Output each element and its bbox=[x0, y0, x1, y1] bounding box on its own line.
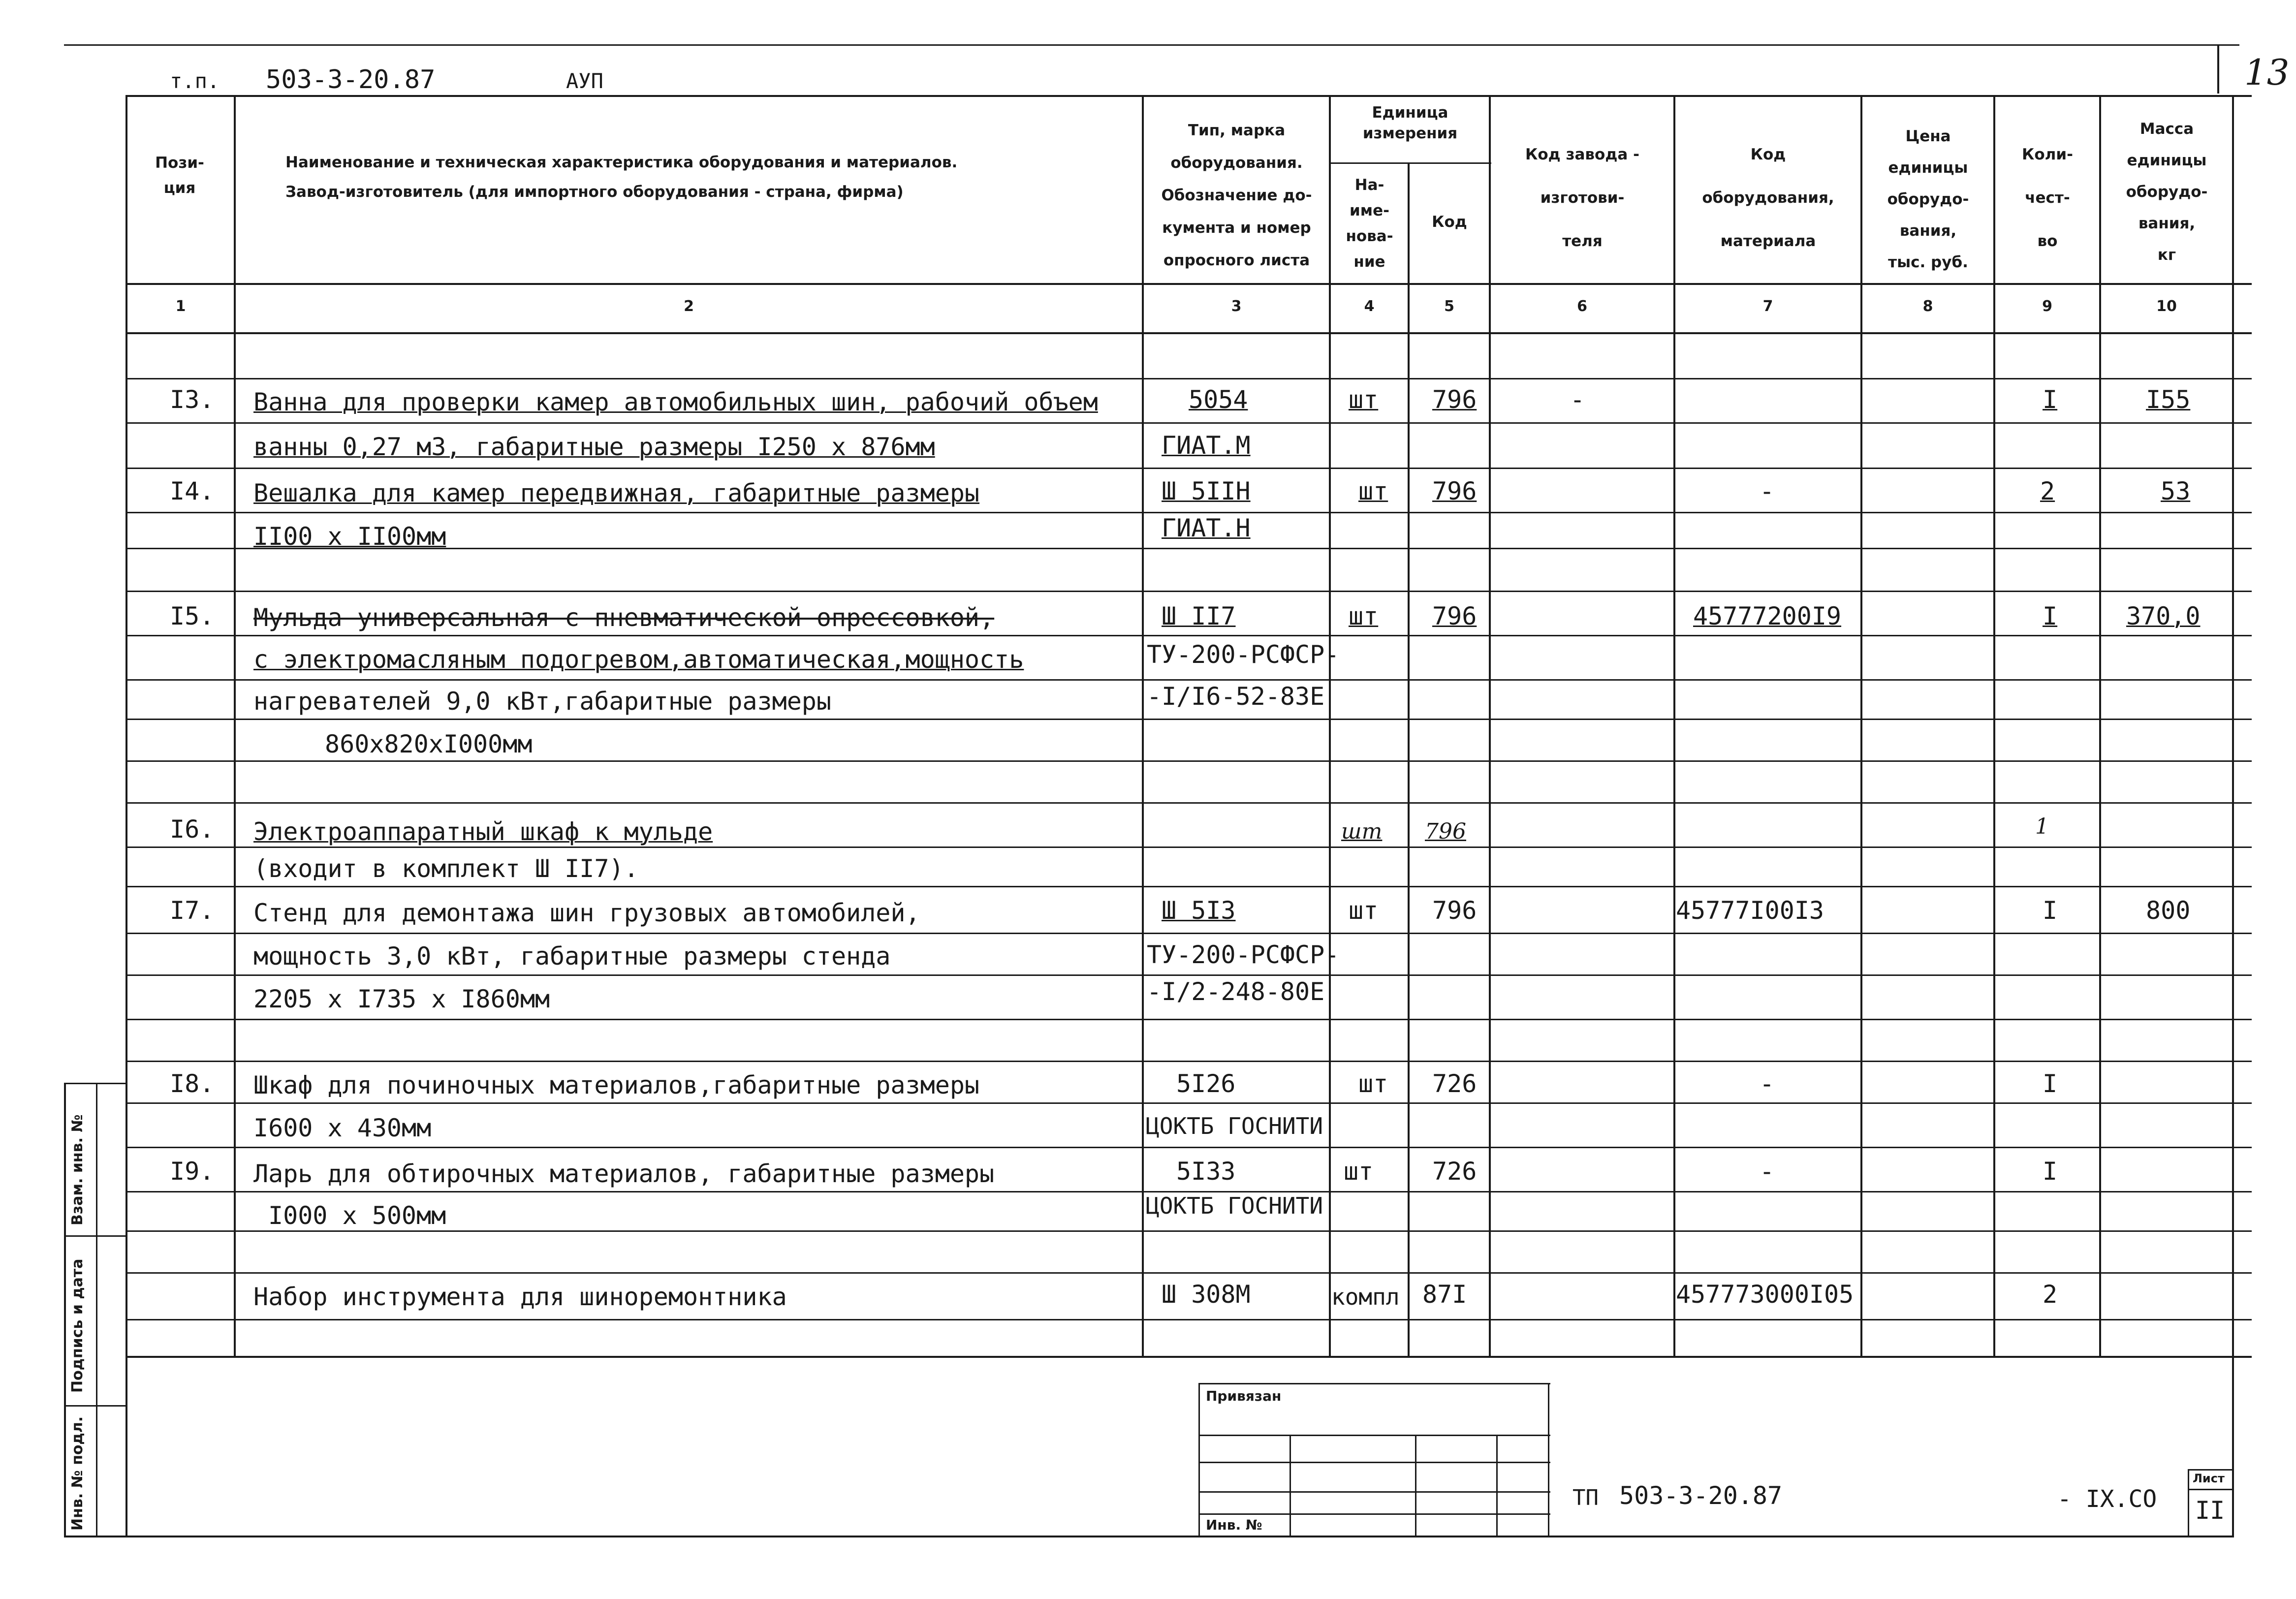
row-unit-code: 796 bbox=[1432, 385, 1477, 414]
header-qty-1: Коли- bbox=[2022, 146, 2073, 163]
row-name-line: II00 x II00мм bbox=[253, 522, 446, 551]
header-position-2: ция bbox=[163, 179, 196, 197]
row-unit: шт bbox=[1358, 1069, 1388, 1098]
header-unit-name-2: име- bbox=[1350, 202, 1389, 219]
col-number-2: 2 bbox=[684, 298, 694, 315]
row-position: I4. bbox=[170, 477, 215, 505]
header-factory-3: теля bbox=[1562, 232, 1603, 250]
tp-label: т.п. bbox=[170, 69, 220, 93]
row-unit-code: 87I bbox=[1422, 1280, 1467, 1309]
header-factory-1: Код завода - bbox=[1525, 146, 1639, 163]
stamp-doc-code: 503-3-20.87 bbox=[1619, 1481, 1783, 1510]
row-unit: шт bbox=[1349, 896, 1379, 925]
header-mass-2: единицы bbox=[2127, 152, 2207, 169]
row-mass: 800 bbox=[2146, 896, 2191, 925]
header-price-4: вания, bbox=[1899, 222, 1957, 240]
row-quantity: I bbox=[2043, 1069, 2058, 1098]
row-type: ЦОКТБ ГОСНИТИ bbox=[1146, 1192, 1323, 1219]
row-type: 5054 bbox=[1189, 385, 1248, 414]
row-quantity: I bbox=[2043, 1157, 2058, 1186]
header-equip-code-2: оборудования, bbox=[1702, 189, 1834, 207]
header-type-5: опросного листа bbox=[1163, 251, 1310, 269]
row-unit: шт bbox=[1358, 477, 1388, 505]
col-number-8: 8 bbox=[1922, 298, 1933, 315]
header-mass-4: вания, bbox=[2138, 215, 2196, 232]
row-position: I3. bbox=[170, 385, 215, 414]
col-number-6: 6 bbox=[1577, 298, 1587, 315]
table-top-line bbox=[126, 95, 2252, 97]
row-quantity: 2 bbox=[2040, 477, 2055, 505]
header-price-2: единицы bbox=[1888, 159, 1968, 177]
col-number-4: 4 bbox=[1364, 298, 1375, 315]
row-type: -I/2-248-80Е bbox=[1147, 977, 1325, 1006]
page-corner-line bbox=[2217, 44, 2219, 94]
header-unit-name-1: На- bbox=[1354, 176, 1384, 194]
row-equipment-code: 45777I00I3 bbox=[1676, 896, 1824, 925]
row-type: ГИАТ.Н bbox=[1162, 514, 1251, 542]
row-equipment-code: - bbox=[1760, 1157, 1775, 1186]
header-price-1: Цена bbox=[1905, 127, 1951, 145]
header-type-3: Обозначение до- bbox=[1161, 187, 1312, 204]
row-name-line: Стенд для демонтажа шин грузовых автомобилей, bbox=[253, 899, 920, 927]
side-label-replaced-inv: Взам. инв. № bbox=[69, 1114, 86, 1225]
header-name-2: Завод-изготовитель (для импортного оборудования - страна, фирма) bbox=[285, 183, 904, 201]
document-code: 503-3-20.87 bbox=[266, 65, 436, 94]
stamp-sheet-label: Лист bbox=[2193, 1472, 2225, 1485]
row-name-line: с электромасляным подогревом,автоматическая,мощность bbox=[253, 645, 1024, 674]
header-unit-name-3: нова- bbox=[1346, 227, 1393, 245]
row-name-line: (входит в комплект Ш II7). bbox=[253, 854, 639, 883]
col-number-5: 5 bbox=[1444, 298, 1454, 315]
row-position: I7. bbox=[170, 896, 215, 925]
row-position: I9. bbox=[170, 1157, 215, 1186]
row-equipment-code: - bbox=[1760, 1069, 1775, 1098]
header-qty-3: во bbox=[2037, 232, 2058, 250]
row-position: I6. bbox=[170, 815, 215, 844]
right-frame-line bbox=[2232, 95, 2234, 1537]
stamp-tied-label: Привязан bbox=[1206, 1388, 1282, 1404]
row-type: ТУ-200-РСФСР- bbox=[1147, 941, 1340, 969]
row-type: Ш 5IIН bbox=[1162, 477, 1251, 505]
row-unit-code: 796 bbox=[1432, 602, 1477, 630]
col-number-10: 10 bbox=[2156, 298, 2177, 315]
row-unit-code: 726 bbox=[1432, 1069, 1477, 1098]
row-name-line: нагревателей 9,0 кВт,габаритные размеры bbox=[253, 687, 831, 716]
row-unit: шт bbox=[1349, 602, 1379, 630]
header-type-4: кумента и номер bbox=[1162, 219, 1311, 237]
row-unit: компл bbox=[1331, 1284, 1400, 1310]
row-name-line: Шкаф для починочных материалов,габаритные размеры bbox=[253, 1071, 980, 1099]
row-name-line: Вешалка для камер передвижная, габаритные размеры bbox=[253, 479, 980, 507]
header-factory-2: изготови- bbox=[1540, 189, 1625, 207]
header-unit-2: измерения bbox=[1362, 125, 1458, 142]
header-equip-code-1: Код bbox=[1750, 146, 1786, 163]
row-quantity: I bbox=[2043, 385, 2058, 414]
row-name-line: Ванна для проверки камер автомобильных шин, рабочий объем bbox=[253, 388, 1098, 416]
row-name-line: ванны 0,27 м3, габаритные размеры I250 x 876мм bbox=[253, 433, 935, 461]
row-type: 5I26 bbox=[1176, 1069, 1236, 1098]
header-unit-1: Единица bbox=[1372, 104, 1448, 122]
number-row-bottom-line bbox=[126, 332, 2252, 334]
col-number-1: 1 bbox=[175, 298, 186, 315]
row-name-line: Ларь для обтирочных материалов, габаритные размеры bbox=[253, 1160, 995, 1188]
header-bottom-line bbox=[126, 283, 2252, 285]
row-position: I5. bbox=[170, 602, 215, 630]
row-name-line: I600 x 430мм bbox=[253, 1114, 432, 1142]
section-label: АУП bbox=[566, 69, 603, 93]
row-factory-code: - bbox=[1570, 385, 1585, 414]
table-bottom-line bbox=[126, 1356, 2252, 1358]
row-mass: 370,0 bbox=[2126, 602, 2201, 630]
row-equipment-code: 457773000I05 bbox=[1676, 1280, 1854, 1309]
frame-bottom-line bbox=[64, 1536, 2234, 1537]
col-number-3: 3 bbox=[1231, 298, 1242, 315]
header-mass-3: оборудо- bbox=[2126, 183, 2208, 201]
row-type: 5I33 bbox=[1176, 1157, 1236, 1186]
header-mass-1: Масса bbox=[2139, 120, 2194, 138]
stamp-doc-suffix: - IX.CO bbox=[2057, 1485, 2157, 1513]
row-name-line: Набор инструмента для шиноремонтника bbox=[253, 1283, 787, 1311]
stamp-inv-label: Инв. № bbox=[1206, 1517, 1262, 1533]
row-unit-code: 796 bbox=[1432, 477, 1477, 505]
row-type: Ш 308М bbox=[1162, 1280, 1251, 1309]
header-unit-code: Код bbox=[1432, 213, 1467, 231]
row-name-line: Мульда универсальная с пневматической опрессовкой, bbox=[253, 603, 995, 632]
row-name-line: Электроаппаратный шкаф к мульде bbox=[253, 817, 713, 846]
row-name-line: 860x820xI000мм bbox=[325, 730, 533, 758]
header-mass-5: кг bbox=[2157, 246, 2176, 264]
row-mass: 53 bbox=[2161, 477, 2191, 505]
header-equip-code-3: материала bbox=[1720, 232, 1816, 250]
header-qty-2: чест- bbox=[2025, 189, 2070, 207]
row-mass: I55 bbox=[2146, 385, 2191, 414]
side-label-inv-original: Инв. № подл. bbox=[69, 1416, 86, 1531]
row-quantity: 1 bbox=[2035, 814, 2049, 839]
row-name-line: I000 x 500мм bbox=[268, 1201, 446, 1230]
row-unit-code: 796 bbox=[1425, 819, 1466, 844]
row-quantity: I bbox=[2043, 602, 2058, 630]
unit-group-divider bbox=[1329, 162, 1491, 164]
side-label-signature-date: Подпись и дата bbox=[69, 1258, 86, 1393]
row-name-line: 2205 x I735 x I860мм bbox=[253, 985, 550, 1013]
row-type: ТУ-200-РСФСР- bbox=[1147, 640, 1340, 669]
row-type: ГИАТ.М bbox=[1162, 431, 1251, 460]
col-number-9: 9 bbox=[2042, 298, 2052, 315]
row-unit: шт bbox=[1341, 819, 1383, 844]
stamp-sheet-number: II bbox=[2195, 1496, 2225, 1525]
row-equipment-code: 45777200I9 bbox=[1693, 602, 1842, 630]
header-unit-name-4: ние bbox=[1353, 253, 1385, 271]
row-unit: шт bbox=[1344, 1157, 1374, 1186]
row-unit-code: 796 bbox=[1432, 896, 1477, 925]
row-name-line: мощность 3,0 кВт, габаритные размеры стенда bbox=[253, 942, 891, 971]
row-equipment-code: - bbox=[1760, 477, 1775, 505]
row-unit-code: 726 bbox=[1432, 1157, 1477, 1186]
row-position: I8. bbox=[170, 1069, 215, 1098]
row-type: Ш 5I3 bbox=[1162, 896, 1236, 925]
row-type: Ш II7 bbox=[1162, 602, 1236, 630]
page-number-handwritten: 13 bbox=[2244, 52, 2290, 93]
row-type: -I/I6-52-83Е bbox=[1147, 682, 1325, 711]
row-quantity: 2 bbox=[2043, 1280, 2058, 1309]
side-stamp-inner-line bbox=[96, 1083, 97, 1537]
header-price-3: оборудо- bbox=[1887, 190, 1969, 208]
header-position-1: Пози- bbox=[155, 154, 204, 172]
row-unit: шт bbox=[1349, 385, 1379, 414]
stamp-doc-prefix: ТП bbox=[1573, 1485, 1599, 1510]
side-stamp-outer-line bbox=[64, 1083, 66, 1537]
header-type-2: оборудования. bbox=[1170, 154, 1303, 172]
header-name-1: Наименование и техническая характеристика оборудования и материалов. bbox=[285, 154, 958, 171]
header-type-1: Тип, марка bbox=[1188, 122, 1286, 139]
col-number-7: 7 bbox=[1762, 298, 1773, 315]
header-price-5: тыс. руб. bbox=[1888, 253, 1968, 271]
row-quantity: I bbox=[2043, 896, 2058, 925]
row-type: ЦОКТБ ГОСНИТИ bbox=[1146, 1113, 1323, 1139]
top-border-line bbox=[64, 44, 2239, 46]
